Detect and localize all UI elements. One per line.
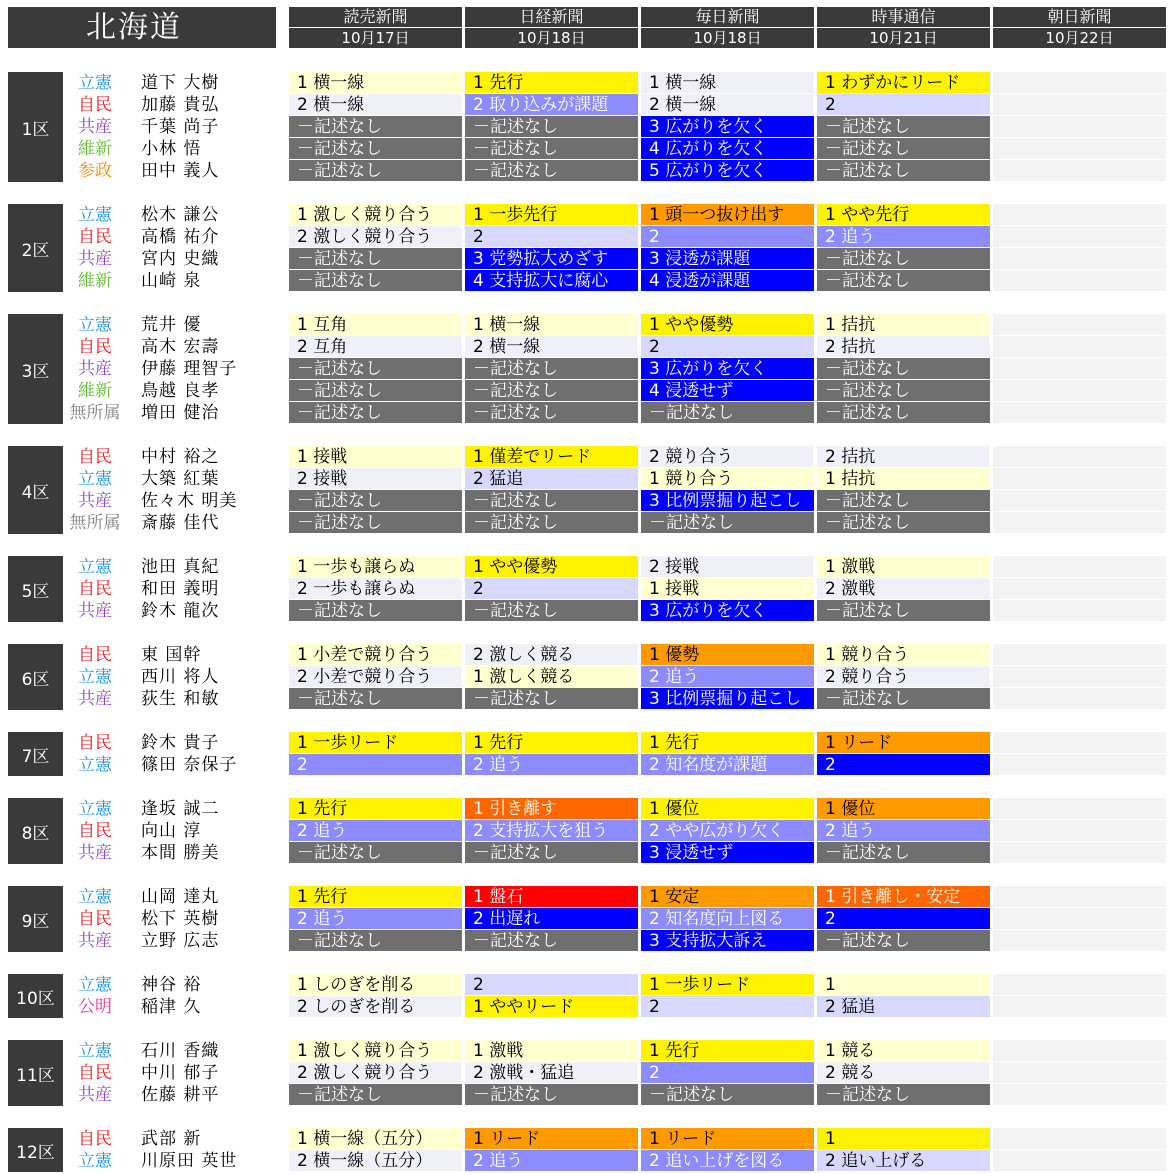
rating-cell: 1 横一線 — [641, 72, 814, 94]
district-label: 10区 — [8, 974, 63, 1018]
rating-cell: 1 頭一つ抜け出す — [641, 204, 814, 226]
party-label: 公明 — [78, 997, 112, 1017]
party-label: 立憲 — [78, 469, 112, 489]
rating-cell: －記述なし — [817, 688, 990, 710]
rating-cell-empty — [993, 886, 1166, 908]
rating-cell: －記述なし — [289, 270, 462, 292]
district-label: 8区 — [8, 798, 63, 864]
candidate-name: 鳥越 良孝 — [141, 381, 220, 401]
candidate-name: 佐々木 明美 — [141, 491, 238, 511]
rating-cell: 1 やや優勢 — [641, 314, 814, 336]
rating-cell: 2 小差で競り合う — [289, 666, 462, 688]
rating-cell: －記述なし — [465, 160, 638, 182]
rating-cell: －記述なし — [817, 358, 990, 380]
rating-cell-empty — [993, 666, 1166, 688]
party-label: 自民 — [78, 733, 112, 753]
party-label: 自民 — [78, 821, 112, 841]
rating-cell: 1 互角 — [289, 314, 462, 336]
candidate-name: 東 国幹 — [141, 645, 202, 665]
rating-cell: 1 わずかにリード — [817, 72, 990, 94]
rating-cell: 1 横一線 — [289, 72, 462, 94]
rating-cell: 1 優位 — [641, 798, 814, 820]
rating-cell: －記述なし — [641, 402, 814, 424]
rating-cell: 1 一歩も譲らぬ — [289, 556, 462, 578]
rating-cell-empty — [993, 270, 1166, 292]
rating-cell: 3 党勢拡大めざす — [465, 248, 638, 270]
rating-cell: 3 広がりを欠く — [641, 116, 814, 138]
candidate-name: 稲津 久 — [141, 997, 202, 1017]
rating-cell: 2 — [817, 908, 990, 930]
rating-cell-empty — [993, 468, 1166, 490]
rating-cell-empty — [993, 446, 1166, 468]
rating-cell: 1 競る — [817, 1040, 990, 1062]
rating-cell: 2 追う — [641, 666, 814, 688]
rating-cell-empty — [993, 380, 1166, 402]
candidate-name: 篠田 奈保子 — [141, 755, 238, 775]
party-label: 無所属 — [69, 513, 121, 533]
rating-cell: 2 — [641, 1062, 814, 1084]
rating-cell: 1 — [817, 974, 990, 996]
party-label: 自民 — [78, 95, 112, 115]
rating-cell: 2 追う — [289, 820, 462, 842]
rating-cell: －記述なし — [465, 380, 638, 402]
party-label: 自民 — [78, 337, 112, 357]
rating-cell: 2 追う — [465, 754, 638, 776]
candidate-name: 本間 勝美 — [141, 843, 220, 863]
party-label: 維新 — [78, 271, 112, 291]
party-label: 共産 — [78, 601, 112, 621]
district-label: 2区 — [8, 204, 63, 292]
rating-cell-empty — [993, 358, 1166, 380]
party-label: 共産 — [78, 249, 112, 269]
rating-cell-empty — [993, 1150, 1166, 1172]
rating-cell: －記述なし — [465, 138, 638, 160]
candidate-name: 大築 紅葉 — [141, 469, 220, 489]
rating-cell-empty — [993, 930, 1166, 952]
column-header-paper: 朝日新聞 — [993, 7, 1166, 27]
rating-cell: 2 追い上げる — [817, 1150, 990, 1172]
rating-cell-empty — [993, 248, 1166, 270]
rating-cell-empty — [993, 490, 1166, 512]
rating-cell-empty — [993, 512, 1166, 534]
district-label: 7区 — [8, 732, 63, 776]
rating-cell: 2 — [465, 226, 638, 248]
party-label: 立憲 — [78, 205, 112, 225]
party-label: 自民 — [78, 447, 112, 467]
rating-cell: 2 接戦 — [641, 556, 814, 578]
rating-cell: －記述なし — [465, 490, 638, 512]
district-label: 5区 — [8, 556, 63, 622]
rating-cell-empty — [993, 402, 1166, 424]
rating-cell-empty — [993, 1128, 1166, 1150]
party-label: 自民 — [78, 1063, 112, 1083]
rating-cell: －記述なし — [465, 930, 638, 952]
rating-cell: 1 先行 — [289, 798, 462, 820]
rating-cell: 1 先行 — [641, 732, 814, 754]
rating-cell: 4 支持拡大に腐心 — [465, 270, 638, 292]
rating-cell: 1 先行 — [465, 72, 638, 94]
candidate-name: 石川 香織 — [141, 1041, 220, 1061]
candidate-name: 池田 真紀 — [141, 557, 220, 577]
rating-cell: 2 競り合う — [641, 446, 814, 468]
district-label: 9区 — [8, 886, 63, 952]
rating-cell: 1 安定 — [641, 886, 814, 908]
candidate-name: 立野 広志 — [141, 931, 220, 951]
rating-cell: 1 一歩先行 — [465, 204, 638, 226]
rating-cell: 2 激しく競り合う — [289, 226, 462, 248]
party-label: 共産 — [78, 359, 112, 379]
rating-cell: 2 激戦 — [817, 578, 990, 600]
rating-cell: 1 しのぎを削る — [289, 974, 462, 996]
party-label: 自民 — [78, 1129, 112, 1149]
party-label: 立憲 — [78, 799, 112, 819]
column-header-paper: 時事通信 — [817, 7, 990, 27]
rating-cell-empty — [993, 732, 1166, 754]
candidate-name: 神谷 裕 — [141, 975, 202, 995]
rating-cell: －記述なし — [289, 1084, 462, 1106]
rating-cell: －記述なし — [641, 1084, 814, 1106]
rating-cell: 2 激戦・猛追 — [465, 1062, 638, 1084]
rating-cell-empty — [993, 798, 1166, 820]
rating-cell: 2 拮抗 — [817, 336, 990, 358]
rating-cell: 1 横一線（五分） — [289, 1128, 462, 1150]
rating-cell-empty — [993, 842, 1166, 864]
rating-cell: 2 一歩も譲らぬ — [289, 578, 462, 600]
party-label: 立憲 — [78, 557, 112, 577]
rating-cell: 2 — [641, 336, 814, 358]
rating-cell: 1 激しく競る — [465, 666, 638, 688]
district-label: 1区 — [8, 72, 63, 182]
rating-cell: 3 広がりを欠く — [641, 358, 814, 380]
rating-cell: 2 支持拡大を狙う — [465, 820, 638, 842]
party-label: 立憲 — [78, 73, 112, 93]
candidate-name: 高木 宏壽 — [141, 337, 220, 357]
rating-cell: 2 — [465, 974, 638, 996]
rating-cell: －記述なし — [817, 160, 990, 182]
rating-cell-empty — [993, 160, 1166, 182]
district-label: 4区 — [8, 446, 63, 534]
rating-cell: 2 追い上げを図る — [641, 1150, 814, 1172]
rating-cell-empty — [993, 974, 1166, 996]
rating-cell: －記述なし — [817, 380, 990, 402]
rating-cell-empty — [993, 556, 1166, 578]
rating-cell: 2 追う — [465, 1150, 638, 1172]
candidate-name: 宮内 史織 — [141, 249, 220, 269]
column-header-date: 10月21日 — [817, 28, 990, 48]
rating-cell: 2 接戦 — [289, 468, 462, 490]
rating-cell: －記述なし — [465, 402, 638, 424]
rating-cell: 1 ややリード — [465, 996, 638, 1018]
rating-cell: －記述なし — [465, 512, 638, 534]
rating-cell: 1 僅差でリード — [465, 446, 638, 468]
rating-cell: 3 広がりを欠く — [641, 600, 814, 622]
rating-cell: －記述なし — [289, 248, 462, 270]
rating-cell-empty — [993, 996, 1166, 1018]
rating-cell: 2 横一線 — [289, 94, 462, 116]
rating-cell: －記述なし — [289, 930, 462, 952]
rating-cell-empty — [993, 908, 1166, 930]
rating-cell: 2 しのぎを削る — [289, 996, 462, 1018]
rating-cell: 1 先行 — [289, 886, 462, 908]
rating-cell: 2 知名度が課題 — [641, 754, 814, 776]
candidate-name: 松木 謙公 — [141, 205, 220, 225]
rating-cell-empty — [993, 820, 1166, 842]
rating-cell-empty — [993, 754, 1166, 776]
rating-cell-empty — [993, 204, 1166, 226]
rating-cell: 3 浸透が課題 — [641, 248, 814, 270]
rating-cell: 2 — [817, 754, 990, 776]
rating-cell: －記述なし — [817, 842, 990, 864]
rating-cell: 1 横一線 — [465, 314, 638, 336]
rating-cell: 1 先行 — [465, 732, 638, 754]
rating-cell: 1 やや先行 — [817, 204, 990, 226]
party-label: 共産 — [78, 491, 112, 511]
rating-cell: 2 — [641, 996, 814, 1018]
rating-cell: 1 競り合う — [641, 468, 814, 490]
rating-cell-empty — [993, 314, 1166, 336]
column-header-date: 10月17日 — [289, 28, 462, 48]
rating-cell: 1 激しく競り合う — [289, 1040, 462, 1062]
rating-cell-empty — [993, 138, 1166, 160]
candidate-name: 向山 淳 — [141, 821, 202, 841]
rating-cell: 2 追う — [289, 908, 462, 930]
party-label: 共産 — [78, 117, 112, 137]
candidate-name: 道下 大樹 — [141, 73, 220, 93]
rating-cell: －記述なし — [817, 930, 990, 952]
rating-cell: －記述なし — [465, 842, 638, 864]
rating-cell-empty — [993, 72, 1166, 94]
rating-cell: 2 猛追 — [817, 996, 990, 1018]
rating-cell: 2 横一線（五分） — [289, 1150, 462, 1172]
rating-cell: 2 競り合う — [817, 666, 990, 688]
candidate-name: 斎藤 佳代 — [141, 513, 220, 533]
candidate-name: 鈴木 龍次 — [141, 601, 220, 621]
rating-cell: 2 知名度向上図る — [641, 908, 814, 930]
rating-cell-empty — [993, 600, 1166, 622]
rating-cell: 2 激しく競り合う — [289, 1062, 462, 1084]
rating-cell: －記述なし — [641, 512, 814, 534]
rating-cell: －記述なし — [817, 270, 990, 292]
rating-cell: －記述なし — [817, 116, 990, 138]
rating-cell: 1 盤石 — [465, 886, 638, 908]
rating-cell: 1 リード — [641, 1128, 814, 1150]
party-label: 立憲 — [78, 1041, 112, 1061]
rating-cell-empty — [993, 1084, 1166, 1106]
candidate-name: 川原田 英世 — [141, 1151, 238, 1171]
candidate-name: 武部 新 — [141, 1129, 202, 1149]
rating-cell: 1 競り合う — [817, 644, 990, 666]
rating-cell: 1 激しく競り合う — [289, 204, 462, 226]
party-label: 立憲 — [78, 667, 112, 687]
rating-cell: －記述なし — [289, 402, 462, 424]
candidate-name: 伊藤 理智子 — [141, 359, 238, 379]
rating-cell: 2 互角 — [289, 336, 462, 358]
district-label: 11区 — [8, 1040, 63, 1106]
rating-cell: 2 競る — [817, 1062, 990, 1084]
rating-cell: －記述なし — [289, 116, 462, 138]
district-label: 3区 — [8, 314, 63, 424]
rating-cell: 1 優位 — [817, 798, 990, 820]
rating-cell: －記述なし — [465, 116, 638, 138]
column-header-paper: 読売新聞 — [289, 7, 462, 27]
party-label: 立憲 — [78, 887, 112, 907]
party-label: 自民 — [78, 227, 112, 247]
rating-cell: 1 やや優勢 — [465, 556, 638, 578]
rating-cell: 5 広がりを欠く — [641, 160, 814, 182]
candidate-name: 増田 健治 — [141, 403, 220, 423]
rating-cell: －記述なし — [289, 138, 462, 160]
rating-cell: －記述なし — [289, 600, 462, 622]
party-label: 自民 — [78, 579, 112, 599]
rating-cell: －記述なし — [289, 842, 462, 864]
rating-cell: 4 広がりを欠く — [641, 138, 814, 160]
rating-cell-empty — [993, 1062, 1166, 1084]
rating-cell: 1 引き離し・安定 — [817, 886, 990, 908]
rating-cell: 1 一歩リード — [641, 974, 814, 996]
party-label: 立憲 — [78, 755, 112, 775]
rating-cell: －記述なし — [817, 1084, 990, 1106]
rating-cell: 4 浸透せず — [641, 380, 814, 402]
candidate-name: 西川 将人 — [141, 667, 220, 687]
candidate-name: 荒井 優 — [141, 315, 202, 335]
rating-cell-empty — [993, 644, 1166, 666]
rating-cell: 1 リード — [465, 1128, 638, 1150]
rating-cell: 1 引き離す — [465, 798, 638, 820]
rating-cell: 3 比例票掘り起こし — [641, 688, 814, 710]
rating-cell: －記述なし — [465, 688, 638, 710]
candidate-name: 鈴木 貴子 — [141, 733, 220, 753]
rating-cell: －記述なし — [289, 512, 462, 534]
rating-cell: 1 激戦 — [817, 556, 990, 578]
rating-cell: －記述なし — [289, 160, 462, 182]
rating-cell: －記述なし — [289, 688, 462, 710]
rating-cell-empty — [993, 336, 1166, 358]
candidate-name: 山崎 泉 — [141, 271, 202, 291]
rating-cell: 1 拮抗 — [817, 314, 990, 336]
column-header-date: 10月18日 — [465, 28, 638, 48]
party-label: 維新 — [78, 381, 112, 401]
candidate-name: 逢坂 誠二 — [141, 799, 220, 819]
rating-cell: 2 — [289, 754, 462, 776]
rating-cell-empty — [993, 1040, 1166, 1062]
rating-cell: －記述なし — [289, 490, 462, 512]
rating-cell: －記述なし — [817, 600, 990, 622]
rating-cell: 3 比例票掘り起こし — [641, 490, 814, 512]
candidate-name: 中川 郁子 — [141, 1063, 220, 1083]
party-label: 立憲 — [78, 315, 112, 335]
rating-cell: 2 — [817, 94, 990, 116]
candidate-name: 小林 悟 — [141, 139, 202, 159]
rating-cell: －記述なし — [289, 358, 462, 380]
rating-cell: －記述なし — [465, 600, 638, 622]
column-header-date: 10月18日 — [641, 28, 814, 48]
rating-cell: 2 取り込みが課題 — [465, 94, 638, 116]
rating-cell: 2 猛追 — [465, 468, 638, 490]
candidate-name: 松下 英樹 — [141, 909, 220, 929]
rating-cell: 2 激しく競る — [465, 644, 638, 666]
rating-cell-empty — [993, 94, 1166, 116]
rating-cell: 1 一歩リード — [289, 732, 462, 754]
candidate-name: 荻生 和敏 — [141, 689, 220, 709]
rating-cell: －記述なし — [465, 358, 638, 380]
column-header-paper: 毎日新聞 — [641, 7, 814, 27]
rating-cell: 1 激戦 — [465, 1040, 638, 1062]
rating-cell-empty — [993, 226, 1166, 248]
rating-cell: 2 出遅れ — [465, 908, 638, 930]
candidate-name: 山岡 達丸 — [141, 887, 220, 907]
party-label: 自民 — [78, 645, 112, 665]
rating-cell: 3 浸透せず — [641, 842, 814, 864]
rating-cell: 1 拮抗 — [817, 468, 990, 490]
district-label: 12区 — [8, 1128, 63, 1172]
rating-cell: －記述なし — [817, 512, 990, 534]
party-label: 立憲 — [78, 1151, 112, 1171]
rating-cell: 1 リード — [817, 732, 990, 754]
party-label: 自民 — [78, 909, 112, 929]
rating-cell: 4 浸透が課題 — [641, 270, 814, 292]
rating-cell: 2 — [641, 226, 814, 248]
rating-cell: 3 支持拡大訴え — [641, 930, 814, 952]
rating-cell-empty — [993, 116, 1166, 138]
rating-cell: －記述なし — [817, 402, 990, 424]
rating-cell: 2 やや広がり欠く — [641, 820, 814, 842]
party-label: 立憲 — [78, 975, 112, 995]
rating-cell-empty — [993, 578, 1166, 600]
rating-cell: 2 横一線 — [465, 336, 638, 358]
page-title: 北海道 — [8, 7, 276, 48]
candidate-name: 田中 義人 — [141, 161, 220, 181]
rating-cell: 2 追う — [817, 820, 990, 842]
rating-cell: －記述なし — [817, 138, 990, 160]
rating-cell: －記述なし — [817, 490, 990, 512]
rating-cell: 1 小差で競り合う — [289, 644, 462, 666]
candidate-name: 千葉 尚子 — [141, 117, 220, 137]
rating-cell: 2 横一線 — [641, 94, 814, 116]
district-label: 6区 — [8, 644, 63, 710]
party-label: 共産 — [78, 931, 112, 951]
candidate-name: 和田 義明 — [141, 579, 220, 599]
rating-cell: 1 接戦 — [289, 446, 462, 468]
candidate-name: 中村 裕之 — [141, 447, 220, 467]
rating-cell: －記述なし — [465, 1084, 638, 1106]
candidate-name: 高橋 祐介 — [141, 227, 220, 247]
rating-cell-empty — [993, 688, 1166, 710]
rating-cell: －記述なし — [817, 248, 990, 270]
rating-cell: 2 追う — [817, 226, 990, 248]
rating-cell: 2 拮抗 — [817, 446, 990, 468]
candidate-name: 加藤 貴弘 — [141, 95, 220, 115]
column-header-paper: 日経新聞 — [465, 7, 638, 27]
rating-cell: 2 — [465, 578, 638, 600]
rating-cell: －記述なし — [289, 380, 462, 402]
party-label: 参政 — [78, 161, 112, 181]
party-label: 維新 — [78, 139, 112, 159]
rating-cell: 1 — [817, 1128, 990, 1150]
column-header-date: 10月22日 — [993, 28, 1166, 48]
rating-cell: 1 先行 — [641, 1040, 814, 1062]
rating-cell: 1 接戦 — [641, 578, 814, 600]
party-label: 共産 — [78, 1085, 112, 1105]
candidate-name: 佐藤 耕平 — [141, 1085, 220, 1105]
party-label: 共産 — [78, 689, 112, 709]
party-label: 無所属 — [69, 403, 121, 423]
rating-cell: 1 優勢 — [641, 644, 814, 666]
party-label: 共産 — [78, 843, 112, 863]
